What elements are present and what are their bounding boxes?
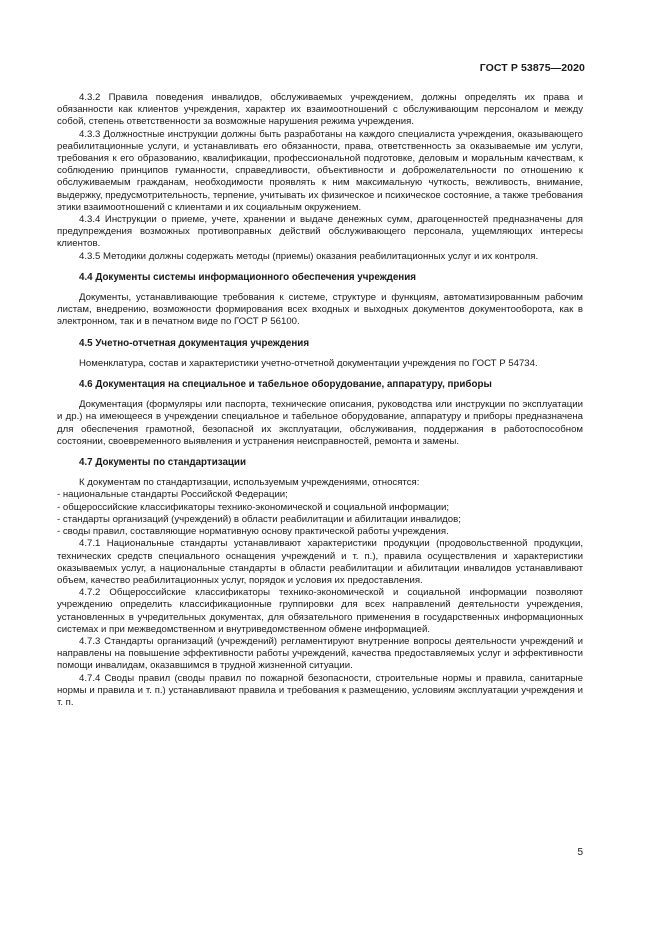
paragraph-4-3-4: 4.3.4 Инструкции о приеме, учете, хранении и выдаче денежных сумм, драгоценностей предназначены для предупреждения возможных противоправных действий обслуживающего персонала, ущемляющих интересы клиентов.	[57, 214, 583, 250]
list-item: - общероссийские классификаторы технико-экономической и социальной информации;	[57, 501, 450, 513]
section-4-7-intro: К документам по стандартизации, используемым учреждениями, относятся:	[79, 477, 420, 489]
section-4-5-text: Номенклатура, состав и характеристики учетно-отчетной документации учреждения по ГОСТ Р 54734.	[79, 357, 538, 369]
page-number: 5	[577, 847, 583, 858]
section-4-4-text: Документы, устанавливающие требования к системе, структуре и функциям, автоматизированным рабочим листам, внедрению, возможности формирования всех входных и выходных документов документооборота, как в электронном, так и в печатном виде по ГОСТ Р 56100.	[57, 292, 583, 328]
paragraph-4-7-1: 4.7.1 Национальные стандарты устанавливают характеристики продукции (продовольственной продукции, технических средств специального оснащения учреждений и т. п.), правила осуществления и характеристики оказываемых услуг, а национальные стандарты в области реабилитации и абилитации инвалидов устанавливают объем, качество реабилитационных услуг, порядок и условия их предоставления.	[57, 538, 583, 586]
paragraph-4-7-3: 4.7.3 Стандарты организаций (учреждений) регламентируют внутренние вопросы деятельности учреждений и направлены на повышение эффективности работы учреждений, качества предоставляемых услуг и эффективности помощи инвалидам, оказавшимся в трудной жизненной ситуации.	[57, 635, 583, 672]
list-item: - своды правил, составляющие нормативную основу практической работы учреждения.	[57, 526, 449, 538]
section-heading-4-7: 4.7 Документы по стандартизации	[79, 457, 246, 469]
paragraph-4-7-2: 4.7.2 Общероссийские классификаторы технико-экономической и социальной информации позволяют учреждению определить классификационные группировки для всех направлений деятельности учреждения, установленных в учредительных документах, для обязательного применения в государственных информационных системах и при межведомственном и внутриведомственном обмене информацией.	[57, 587, 583, 635]
section-heading-4-4: 4.4 Документы системы информационного обеспечения учреждения	[79, 271, 416, 283]
standard-designation: ГОСТ Р 53875—2020	[479, 62, 585, 74]
section-heading-4-6: 4.6 Документация на специальное и табельное оборудование, аппаратуру, приборы	[79, 379, 492, 391]
section-heading-4-5: 4.5 Учетно-отчетная документация учреждения	[79, 337, 310, 349]
document-body	[57, 92, 583, 709]
section-4-6-text: Документация (формуляры или паспорта, технические описания, руководства или инструкции по эксплуатации и др.) на имеющееся в учреждении специальное и табельное оборудование, аппаратуру и приборы предназначена для обеспечения грамотной, безопасной их эксплуатации, обслуживания, поддержания в работоспособном состоянии, своевременного выявления и устранения неисправностей, ремонта и замены.	[57, 399, 583, 447]
list-item: - национальные стандарты Российской Федерации;	[57, 489, 288, 501]
paragraph-4-3-5: 4.3.5 Методики должны содержать методы (приемы) оказания реабилитационных услуг и их контроля.	[79, 250, 539, 262]
paragraph-4-3-3: 4.3.3 Должностные инструкции должны быть разработаны на каждого специалиста учреждения, оказывающего реабилитационные услуги, и устанавливать его обязанности, права, ответственность за оказываемые им услуги, требования к его образованию, квалификации, профессиональной подготовке, деловым и моральным качествам, к соблюдению принципов гуманности, справедливости, объективности и доброжелательности по отношению к обслуживаемым гражданам, необходимости проявлять к ним максимальную чуткость, вежливость, внимание, выдержку, предусмотрительность, терпение, учитывать их физическое и психическое состояние, а также требования этики взаимоотношений с клиентами и их социальным окружением.	[57, 128, 583, 213]
paragraph-4-3-2: 4.3.2 Правила поведения инвалидов, обслуживаемых учреждением, должны определять их права и обязанности как клиентов учреждения, характер их взаимоотношений с обслуживающим персоналом и между собой, степень ответственности за возможные нарушения режима учреждения.	[57, 92, 583, 128]
paragraph-4-7-4: 4.7.4 Своды правил (своды правил по пожарной безопасности, строительные нормы и правила, санитарные нормы и правила и т. п.) устанавливают правила и требования к размещению, условиям эксплуатации учреждения и т. п.	[57, 672, 583, 708]
list-item: - стандарты организаций (учреждений) в области реабилитации и абилитации инвалидов;	[57, 513, 461, 525]
